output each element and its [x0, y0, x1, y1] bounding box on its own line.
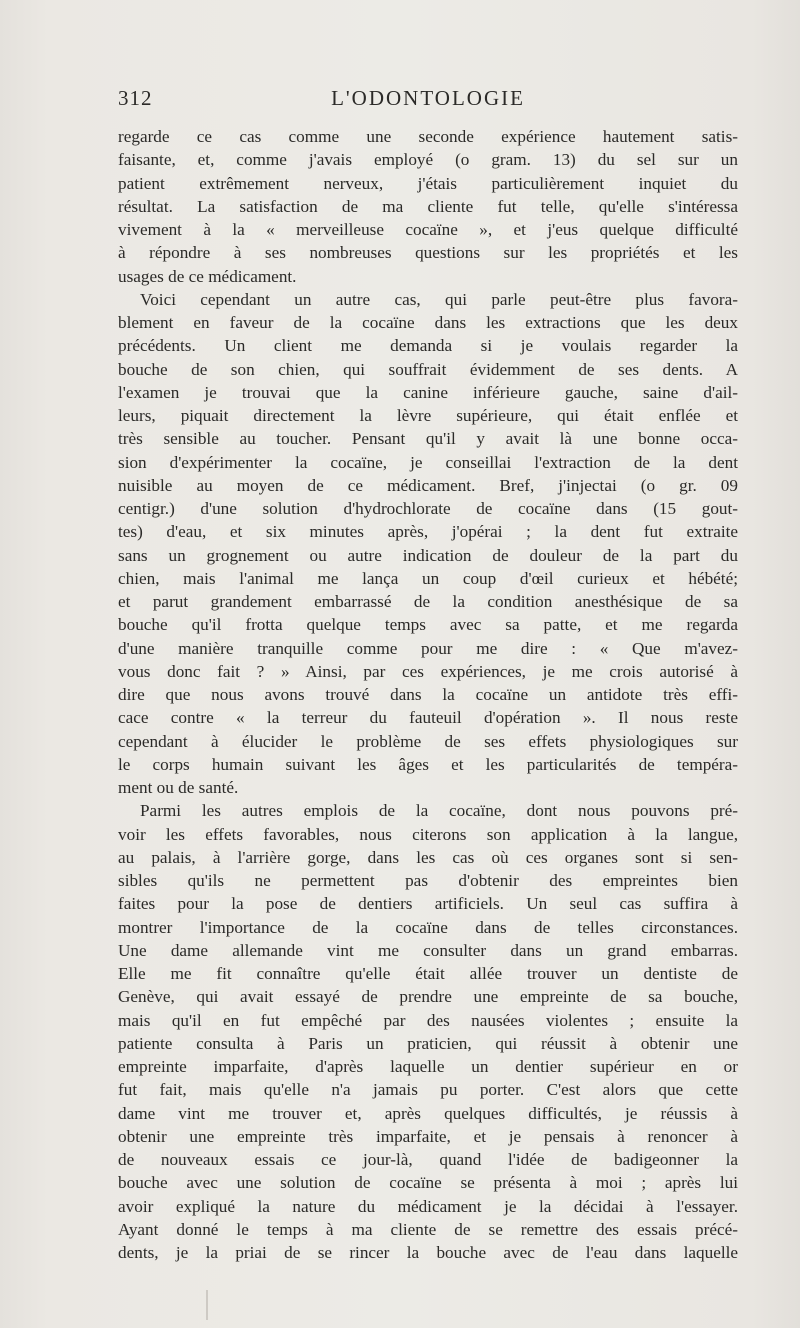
text-line: tes) d'eau, et six minutes après, j'opérai ; la dent fut extraite	[118, 522, 738, 542]
body-text	[118, 125, 738, 1264]
text-line: sans un grognement ou autre indication de douleur de la part du	[118, 545, 738, 565]
text-line: chien, mais l'animal me lança un coup d'œil curieux et hébété;	[118, 568, 738, 588]
text-line: précédents. Un client me demanda si je voulais regarder la	[118, 336, 738, 356]
text-line: centigr.) d'une solution d'hydrochlorate de cocaïne dans (15 gout-	[118, 499, 738, 518]
text-line: montrer l'importance de la cocaïne dans de telles circonstances.	[118, 917, 738, 937]
text-line: dents, je la priai de se rincer la bouche avec de l'eau dans laquelle	[118, 1243, 738, 1262]
text-line: Une dame allemande vint me consulter dans un grand embarras.	[118, 940, 738, 960]
text-line: Voici cependant un autre cas, qui parle peut-être plus favora-	[140, 289, 738, 309]
page-number: 312	[118, 86, 153, 110]
text-line: de nouveaux essais ce jour-là, quand l'idée de badigeonner la	[118, 1150, 738, 1169]
running-title: L'ODONTOLOGIE	[331, 86, 525, 110]
paragraph	[118, 799, 738, 1264]
text-line: l'examen je trouvai que la canine inférieure gauche, saine d'ail-	[118, 382, 738, 402]
text-line: bouche qu'il frotta quelque temps avec sa patte, et me regarda	[118, 615, 738, 635]
text-line: Ayant donné le temps à ma cliente de se remettre des essais précé-	[118, 1219, 738, 1239]
text-line: obtenir une empreinte très imparfaite, et je pensais à renoncer à	[118, 1126, 738, 1146]
text-line: voir les effets favorables, nous citerons son application à la langue,	[118, 824, 738, 844]
text-line: et parut grandement embarrassé de la condition anesthésique de sa	[118, 592, 738, 611]
page-smudge	[206, 1290, 208, 1320]
text-line: Parmi les autres emplois de la cocaïne, dont nous pouvons pré-	[140, 801, 738, 821]
paragraph	[118, 125, 738, 288]
text-line: cace contre « la terreur du fauteuil d'opération ». Il nous reste	[118, 708, 738, 728]
text-line: leurs, piquait directement la lèvre supérieure, qui était enflée et	[118, 406, 738, 425]
text-line: d'une manière tranquille comme pour me dire : « Que m'avez-	[118, 638, 738, 658]
text-line: faisante, et, comme j'avais employé (o gram. 13) du sel sur un	[118, 150, 738, 170]
text-line: regarde ce cas comme une seconde expérience hautement satis-	[118, 127, 738, 146]
paragraph	[118, 288, 738, 800]
text-line: mais qu'il en fut empêché par des nausées violentes ; ensuite la	[118, 1010, 738, 1030]
text-line: dame vint me trouver et, après quelques difficultés, je réussis à	[118, 1103, 738, 1123]
text-line: dire que nous avons trouvé dans la cocaïne un antidote très effi-	[118, 685, 738, 704]
text-line: sion d'expérimenter la cocaïne, je conseillai l'extraction de la dent	[118, 452, 738, 472]
text-line: patiente consulta à Paris un praticien, qui réussit à obtenir une	[118, 1033, 738, 1053]
text-line: vivement à la « merveilleuse cocaïne », et j'eus quelque difficulté	[118, 220, 738, 239]
text-line: le corps humain suivant les âges et les particularités de tempéra-	[118, 754, 738, 774]
text-line: empreinte imparfaite, d'après laquelle un dentier supérieur en or	[118, 1057, 738, 1076]
text-line: sibles qu'ils ne permettent pas d'obtenir des empreintes bien	[118, 871, 738, 890]
text-line: bouche avec une solution de cocaïne se présenta à moi ; après lui	[118, 1173, 738, 1193]
text-line: très sensible au toucher. Pensant qu'il y avait là une bonne occa-	[118, 429, 738, 449]
text-line: ment ou de santé.	[118, 778, 239, 797]
text-line: nuisible au moyen de ce médicament. Bref, j'injectai (o gr. 09	[118, 475, 738, 495]
text-line: blement en faveur de la cocaïne dans les extractions que les deux	[118, 313, 738, 332]
text-line: avoir expliqué la nature du médicament je la décidai à l'essayer.	[118, 1196, 738, 1216]
text-line: Genève, qui avait essayé de prendre une empreinte de sa bouche,	[118, 987, 738, 1007]
text-line: résultat. La satisfaction de ma cliente fut telle, qu'elle s'intéressa	[118, 196, 738, 216]
text-line: faites pour la pose de dentiers artificiels. Un seul cas suffira à	[118, 894, 738, 914]
text-line: bouche de son chien, qui souffrait évidemment de ses dents. A	[118, 359, 738, 379]
text-line: patient extrêmement nerveux, j'étais particulièrement inquiet du	[118, 173, 738, 193]
text-line: à répondre à ses nombreuses questions sur les propriétés et les	[118, 243, 738, 263]
text-line: au palais, à l'arrière gorge, dans les cas où ces organes sont si sen-	[118, 847, 738, 867]
text-line: vous donc fait ? » Ainsi, par ces expériences, je me crois autorisé à	[118, 661, 738, 681]
text-line: usages de ce médicament.	[118, 266, 297, 286]
text-line: Elle me fit connaître qu'elle était allée trouver un dentiste de	[118, 964, 738, 983]
text-line: cependant à élucider le problème de ses effets physiologiques sur	[118, 731, 738, 751]
page-header	[118, 86, 738, 116]
text-line: fut fait, mais qu'elle n'a jamais pu porter. C'est alors que cette	[118, 1080, 738, 1100]
